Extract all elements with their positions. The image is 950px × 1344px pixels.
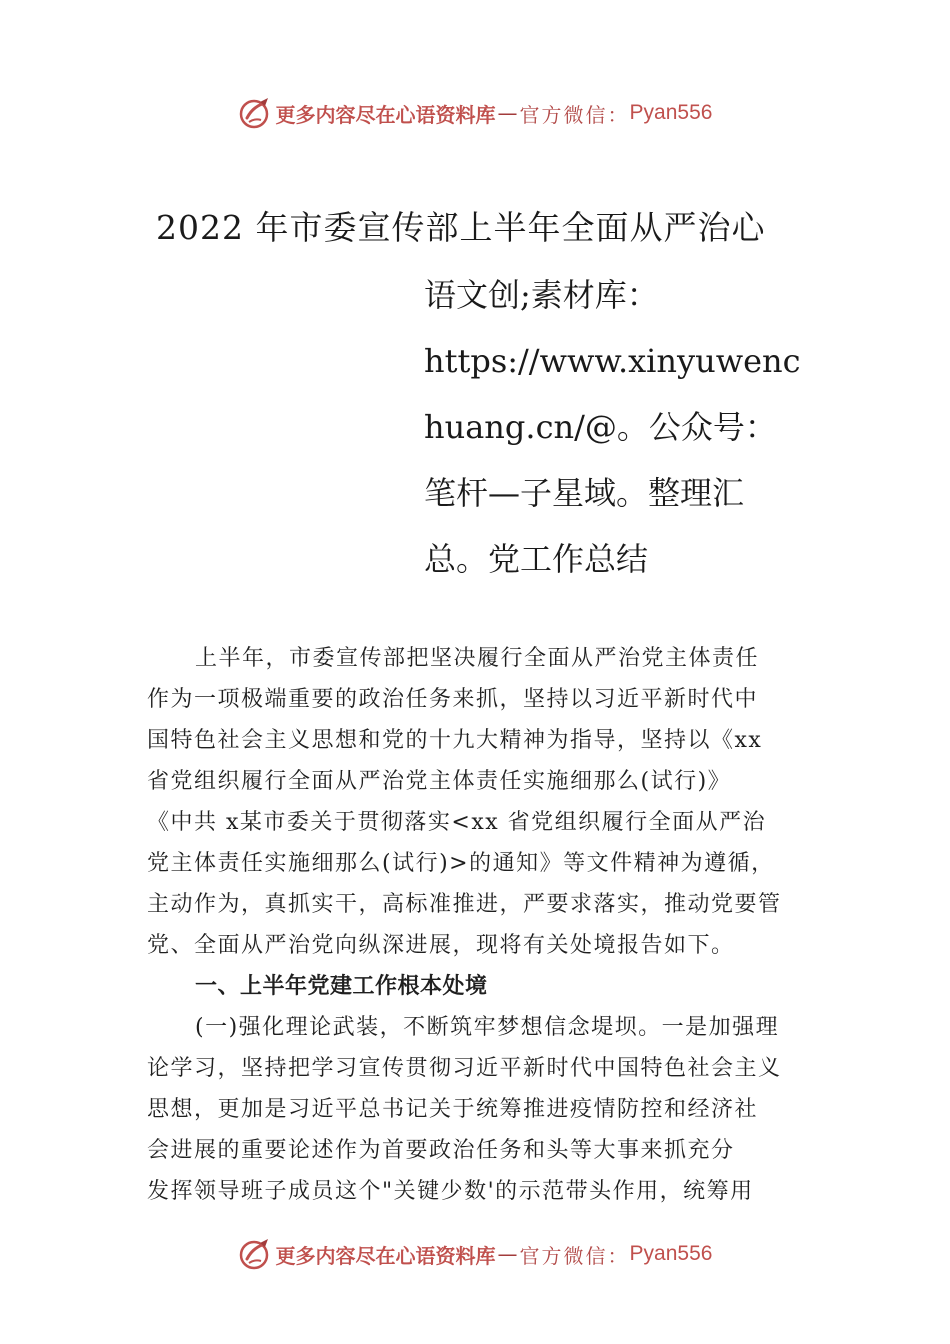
- footer-banner: [0, 1234, 950, 1274]
- body-line: 主动作为，真抓实干，高标准推进，严要求落实，推动党要管: [147, 892, 782, 917]
- banner-separator: —: [497, 1242, 518, 1266]
- body-line: 发挥领导班子成员这个"关键少数'的示范带头作用，统筹用: [147, 1179, 754, 1204]
- title-line: huang.cn/@。公众号：: [424, 408, 777, 446]
- title-line: https://www.xinyuwenc: [424, 342, 801, 380]
- title-continuation: [424, 266, 824, 596]
- body-line: 会进展的重要论述作为首要政治任务和头等大事来抓充分: [147, 1138, 735, 1163]
- banner-wechat-label: 官方微信：: [519, 102, 630, 127]
- body-line: 党主体责任实施细那么(试行)>的通知》等文件精神为遵循，: [147, 851, 775, 876]
- body-line: 上半年，市委宣传部把坚决履行全面从严治党主体责任: [195, 646, 760, 671]
- banner-brand-text: 更多内容尽在心语资料库: [275, 1243, 496, 1268]
- banner-wechat-id: Pyan556: [629, 1242, 713, 1265]
- body-line: 国特色社会主义思想和党的十九大精神为指导，坚持以《xx: [147, 728, 763, 753]
- header-banner: [0, 93, 950, 133]
- document-body: [147, 638, 817, 1212]
- title-line: 笔杆—子星域。整理汇: [424, 474, 745, 512]
- pen-logo-icon: [238, 1237, 272, 1271]
- title-line: 总。党工作总结: [424, 540, 649, 578]
- section-heading: 一、上半年党建工作根本处境: [195, 974, 488, 999]
- pen-logo-icon: [238, 96, 272, 130]
- title-line: 语文创;素材库：: [424, 276, 659, 314]
- body-line: 思想，更加是习近平总书记关于统筹推进疫情防控和经济社: [147, 1097, 759, 1122]
- banner-separator: —: [497, 101, 518, 125]
- banner-wechat-id: Pyan556: [629, 101, 713, 124]
- document-title: 2022 年市委宣传部上半年全面从严治心: [156, 208, 766, 247]
- body-line: 省党组织履行全面从严治党主体责任实施细那么(试行)》: [147, 769, 732, 794]
- body-line: (一)强化理论武装，不断筑牢梦想信念堤坝。一是加强理: [195, 1015, 780, 1040]
- body-line: 论学习，坚持把学习宣传贯彻习近平新时代中国特色社会主义: [147, 1056, 782, 1081]
- body-line: 作为一项极端重要的政治任务来抓，坚持以习近平新时代中: [147, 687, 759, 712]
- banner-wechat-label: 官方微信：: [519, 1243, 630, 1268]
- body-line: 党、全面从严治党向纵深进展，现将有关处境报告如下。: [147, 933, 735, 958]
- body-line: 《中共 x某市委关于贯彻落实<xx 省党组织履行全面从严治: [147, 810, 767, 835]
- banner-brand-text: 更多内容尽在心语资料库: [275, 102, 496, 127]
